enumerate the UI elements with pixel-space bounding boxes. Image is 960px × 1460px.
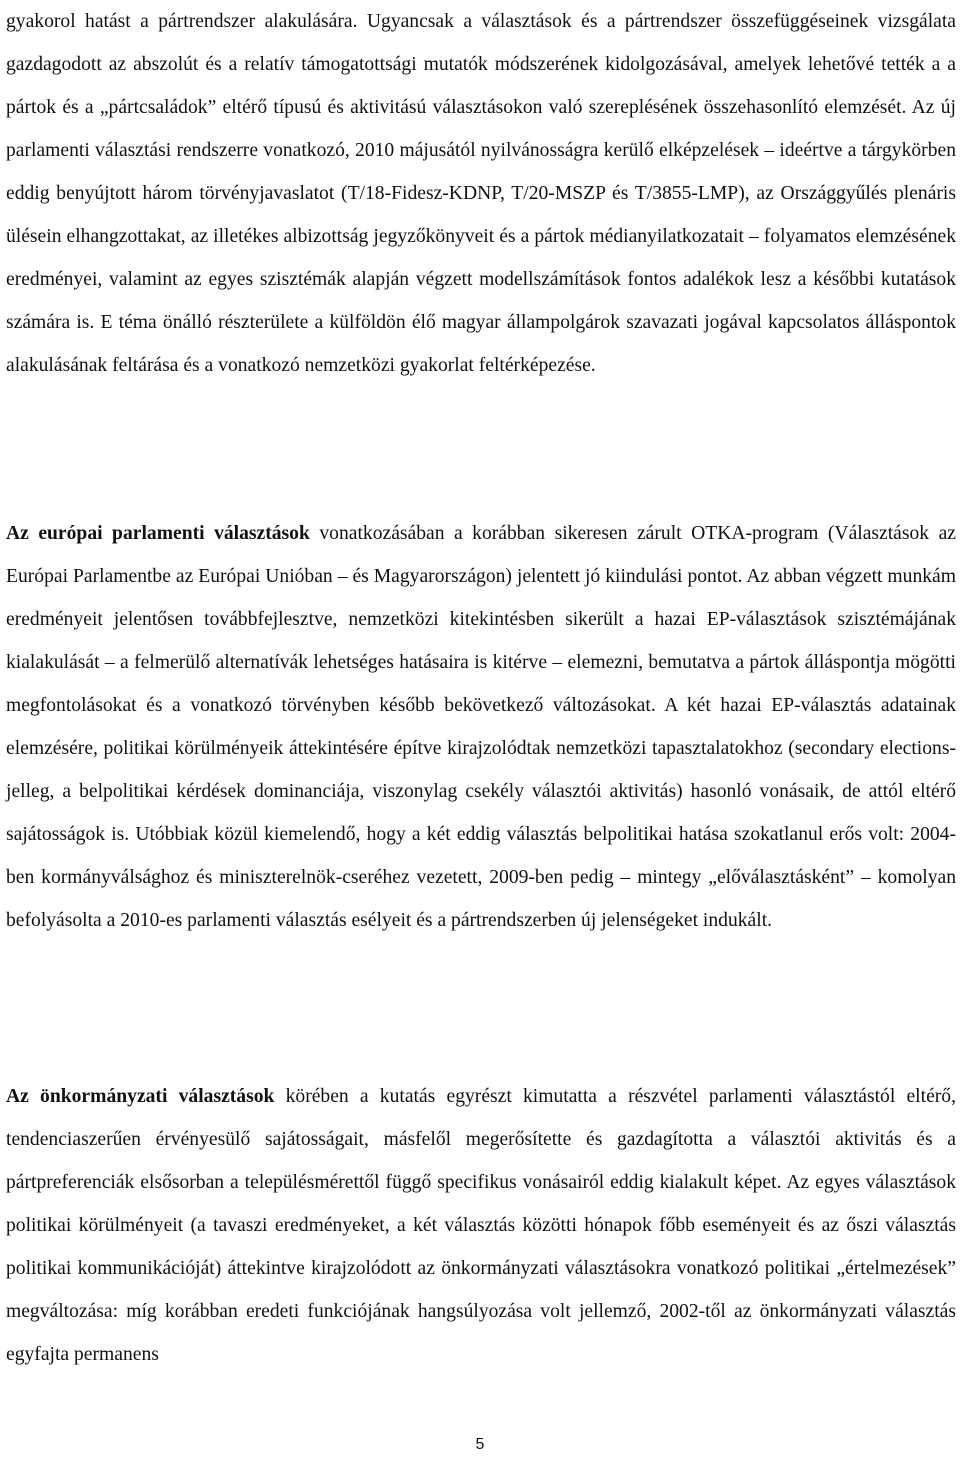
paragraph-1-text: gyakorol hatást a pártrendszer alakulására. Ugyancsak a választások és a pártrendszer összefüggéseinek vizsgálata gazdagodott az abszolút és a relatív támogatottsági mutatók módszerének kidolgozásával, amelyek lehetővé tették a a pártok és a „pártcsaládok” eltérő típusú és aktivitású választásokon való szereplésének összehasonlító elemzését. Az új parlamenti választási rendszerre vonatkozó, 2010 májusától nyilvánosságra kerülő elképzelések – ideértve a tárgykörben eddig benyújtott három törvényjavaslatot (T/18-Fidesz-KDNP, T/20-MSZP és T/3855-LMP), az Országgyűlés plenáris ülésein elhangzottakat, az illetékes albizottság jegyzőkönyveit és a pártok médianyilatkozatait – folyamatos elemzésének eredményei, valamint az egyes szisztémák alapján végzett modellszámítások fontos adalékok lesz a későbbi kutatások számára is. E téma önálló részterülete a külföldön élő magyar állampolgárok szavazati jogával kapcsolatos álláspontok alakulásának feltárása és a vonatkozó nemzetközi gyakorlat feltérképezése.: [6, 11, 956, 376]
body-paragraph-2: [6, 512, 956, 942]
paragraph-3-text: körében a kutatás egyrészt kimutatta a részvétel parlamenti választástól eltérő, tendenciaszerűen érvényesülő sajátosságait, másfelől megerősítette és gazdagította a választói aktivitás és a pártpreferenciák elsősorban a településmérettől függő specifikus vonásairól eddig kialakult képet. Az egyes választások politikai körülményeit (a tavaszi eredményeket, a két választás közötti hónapok főbb eseményeit és az őszi választás politikai kommunikációját) áttekintve kirajzolódott az önkormányzati választásokra vonatkozó politikai „értelmezések” megváltozása: míg korábban eredeti funkciójának hangsúlyozása volt jellemző, 2002-től az önkormányzati választás egyfajta permanens: [6, 1086, 956, 1365]
paragraph-2-text: vonatkozásában a korábban sikeresen zárult OTKA-program (Választások az Európai Parlamentbe az Európai Unióban – és Magyarországon) jelentett jó kiindulási pontot. Az abban végzett munkám eredményeit jelentősen továbbfejlesztve, nemzetközi kitekintésben sikerült a hazai EP-választások szisztémájának kialakulását – a felmerülő alternatívák lehetséges hatásaira is kitérve – elemezni, bemutatva a pártok álláspontja mögötti megfontolásokat és a vonatkozó törvényben később bekövetkező változásokat. A két hazai EP-választás adatainak elemzésére, politikai körülményeik áttekintésére építve kirajzolódtak nemzetközi tapasztalatokhoz (secondary elections-jelleg, a belpolitikai kérdések dominanciája, viszonylag csekély választói aktivitás) hasonló vonásaik, de attól eltérő sajátosságok is. Utóbbiak közül kiemelendő, hogy a két eddig választás belpolitikai hatása szokatlanul erős volt: 2004-ben kormányválsághoz és miniszterelnök-cseréhez vezetett, 2009-ben pedig – mintegy „előválasztásként” – komolyan befolyásolta a 2010-es parlamenti választás esélyeit és a pártrendszerben új jelenségeket indukált.: [6, 523, 956, 931]
paragraph-3-heading: Az önkormányzati választások: [6, 1086, 275, 1107]
page-number: 5: [475, 1436, 485, 1453]
body-paragraph-3: [6, 1075, 956, 1376]
body-paragraph-1: [6, 0, 956, 387]
paragraph-2-heading: Az európai parlamenti választások: [6, 523, 310, 544]
